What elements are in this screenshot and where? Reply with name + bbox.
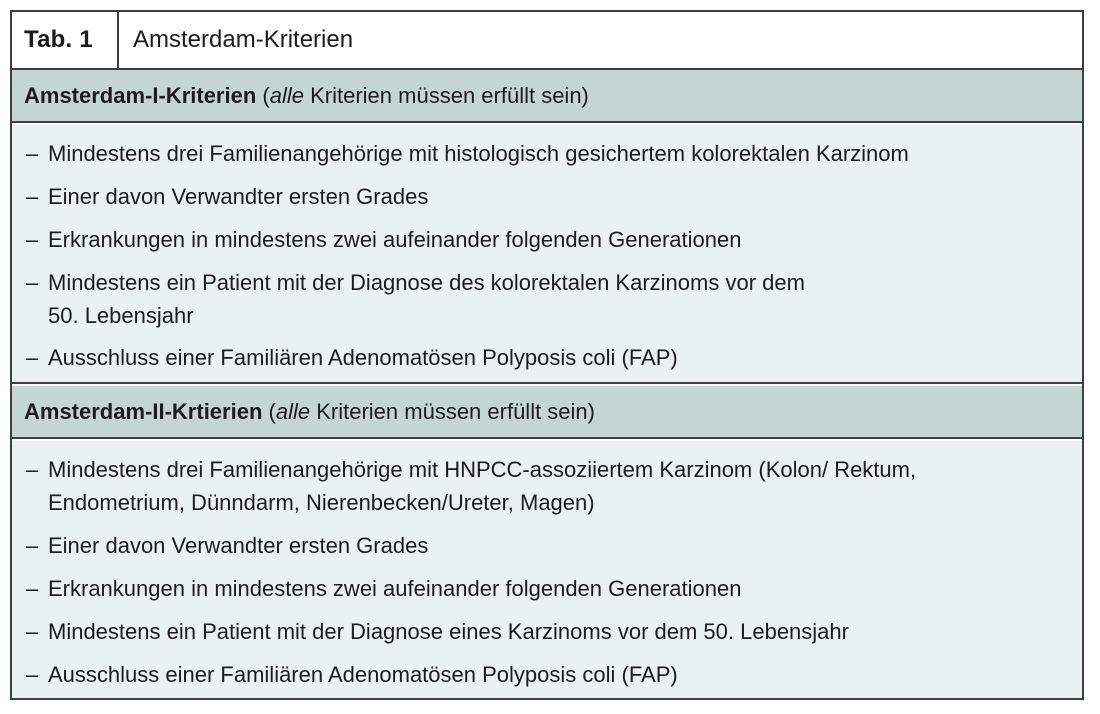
list-dash: – <box>26 457 39 482</box>
section-body-amsterdam-2 <box>12 441 1082 698</box>
list-dash: – <box>26 227 39 252</box>
table-number: Tab. 1 <box>12 12 119 68</box>
list-item-text: Ausschluss einer Familiären Adenomatösen Polyposis coli (FAP) <box>48 662 678 687</box>
section-heading-bold: Amsterdam-II-Krtierien <box>24 398 263 424</box>
list-item <box>26 529 1066 562</box>
list-item <box>26 223 1066 256</box>
section-header-amsterdam-1 <box>12 70 1082 123</box>
list-item <box>26 658 1066 691</box>
list-item <box>26 266 1066 332</box>
list-dash: – <box>26 533 39 558</box>
list-item-text: Erkrankungen in mindestens zwei aufeinander folgenden Generationen <box>48 576 742 601</box>
section-heading-open: ( <box>262 398 276 424</box>
table-title-row <box>12 12 1082 70</box>
section-heading-bold: Amsterdam-I-Kriterien <box>24 82 257 108</box>
list-dash: – <box>26 345 39 370</box>
section-heading-rest: Kriterien müssen erfüllt sein) <box>310 82 589 108</box>
list-item-line: Endometrium, Dünndarm, Nierenbecken/Ureter, Magen) <box>48 490 595 515</box>
list-item <box>26 615 1066 648</box>
list-item <box>26 180 1066 213</box>
list-item-line: 50. Lebensjahr <box>48 303 194 328</box>
list-item-text: Mindestens ein Patient mit der Diagnose eines Karzinoms vor dem 50. Lebensjahr <box>48 619 849 644</box>
table-title: Amsterdam-Kriterien <box>133 26 354 53</box>
list-dash: – <box>26 270 39 295</box>
section-heading-open: ( <box>256 82 270 108</box>
list-dash: – <box>26 619 39 644</box>
list-item-text: Einer davon Verwandter ersten Grades <box>48 533 429 558</box>
criteria-table <box>10 10 1084 700</box>
list-item-text: Ausschluss einer Familiären Adenomatösen Polyposis coli (FAP) <box>48 345 678 370</box>
list-item-line: Mindestens ein Patient mit der Diagnose des kolorektalen Karzinoms vor dem <box>48 270 805 295</box>
list-item <box>26 453 1066 519</box>
list-item-text: Mindestens drei Familienangehörige mit histologisch gesichertem kolorektalen Karzinom <box>48 141 909 166</box>
list-item-text: Einer davon Verwandter ersten Grades <box>48 184 429 209</box>
section-heading-italic: alle <box>275 398 311 424</box>
list-item <box>26 137 1066 170</box>
list-dash: – <box>26 184 39 209</box>
list-dash: – <box>26 141 39 166</box>
list-dash: – <box>26 662 39 687</box>
list-item <box>26 572 1066 605</box>
section-header-amsterdam-2 <box>12 386 1082 439</box>
list-item-text: Erkrankungen in mindestens zwei aufeinander folgenden Generationen <box>48 227 742 252</box>
section-body-amsterdam-1 <box>12 125 1082 384</box>
list-item-text <box>48 453 1066 519</box>
list-item-line: Mindestens drei Familienangehörige mit HNPCC-assoziiertem Karzinom (Kolon/ Rektum, <box>48 457 917 482</box>
list-item-text <box>48 266 1066 332</box>
list-item <box>26 341 1066 374</box>
list-dash: – <box>26 576 39 601</box>
section-heading-italic: alle <box>269 82 304 108</box>
section-heading-rest: Kriterien müssen erfüllt sein) <box>316 398 595 424</box>
